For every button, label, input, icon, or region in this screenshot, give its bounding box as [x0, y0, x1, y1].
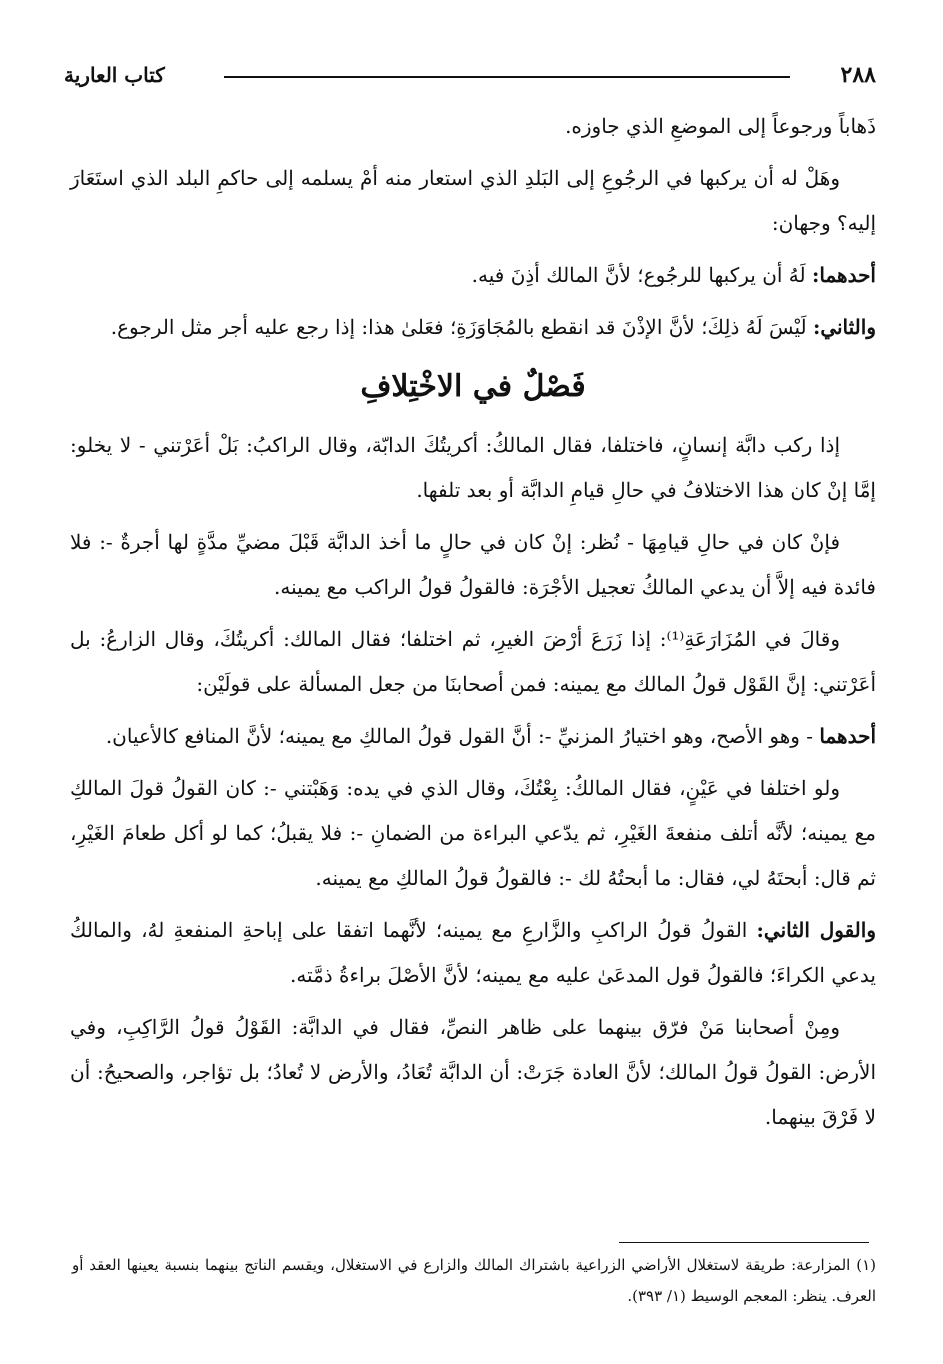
footnotes [72, 1250, 876, 1312]
paragraph [70, 156, 876, 246]
page-header [64, 60, 876, 94]
paragraph-text: ولو اختلفا في عَيْنٍ، فقال المالكُ: بِعْتُكَ، وقال الذي في يده: وَهَبْتني -: كان القولُ قولَ المالكِ مع يمينه؛ لأنَّه أتلف منفعةَ الغَيْرِ، ثم يدّعي البراءة من الضمانِ -: فلا يقبلُ؛ كما لو أكل طعامَ الغَيْرِ، ثم قال: أبحتَهُ لي، فقال: ما أبحتُهُ لك -: فالقولُ قولُ المالكِ مع يمينه. [70, 776, 876, 890]
paragraph-text: لَيْسَ لَهُ ذلِكَ؛ لأنَّ الإذْنَ قد انقطع بالمُجَاوَزَةِ؛ فعَلىٰ هذا: إذا رجع عليه أجر مثل الرجوع. [110, 315, 813, 339]
footnote-marker: (١) [856, 1256, 876, 1274]
paragraph-text: ذَهاباً ورجوعاً إلى الموضعِ الذي جاوزه. [565, 114, 876, 138]
paragraph [70, 908, 876, 998]
paragraph-text: ومِنْ أصحابنا مَنْ فرّق بينهما على ظاهر النصِّ، فقال في الدابَّة: القَوْلُ قولُ الرَّاكِبِ، وفي الأرض: القولُ قولُ المالك؛ لأنَّ العادة جَرَتْ: أن الدابَّة تُعَادُ، والأرض لا تُعادُ؛ بل تؤاجر، والصحيحُ: أن لا فَرْقَ بينهما. [70, 1015, 876, 1129]
paragraph [70, 520, 876, 610]
paragraph [70, 1005, 876, 1140]
paragraph-lead: والقول الثاني: [756, 918, 876, 942]
running-title: كتاب العارية [64, 63, 165, 87]
footnote-rule [619, 1242, 869, 1243]
page-number: ٢٨٨ [840, 62, 876, 88]
paragraph-lead: أحدهما [819, 724, 876, 748]
header-rule [224, 76, 790, 78]
paragraph-text: وقالَ في المُزَارَعَةِ⁽¹⁾: إذا زَرَعَ أرْضَ الغيرِ، ثم اختلفا؛ فقال المالك: أكريتُكَ، وقال الزارعُ: بل أعَرْتني: إنَّ القَوْل قولُ المالك مع يمينه: فمن أصحابنَا من جعل المسألة على قولَيْن: [70, 627, 876, 696]
paragraph-text: لَهُ أن يركبها للرجُوع؛ لأنَّ المالك أذِنَ فيه. [471, 263, 812, 287]
paragraph-text: القولُ قولُ الراكبِ والزَّارعِ مع يمينه؛ لأنَّهما اتفقا على إباحةِ المنفعةِ لهُ، والمالكُ يدعي الكراءَ؛ فالقولُ قول المدعَىٰ عليه مع يمينه؛ لأنَّ الأصْلَ براءةُ ذمَّته. [70, 918, 876, 987]
paragraph [70, 253, 876, 298]
paragraph [70, 714, 876, 759]
paragraph-text: - وهو الأصح، وهو اختيارُ المزنيِّ -: أنَّ القول قولُ المالكِ مع يمينه؛ لأنَّ المنافع كالأعيان. [105, 724, 820, 748]
paragraph [70, 766, 876, 901]
footnote-text: المزارعة: طريقة لاستغلال الأراضي الزراعية باشتراك المالك والزارع في الاستغلال، ويقسم الناتج بينهما بنسبة يعينها العقد أو العرف. ينظر: المعجم الوسيط (١/ ٣٩٣). [72, 1256, 876, 1305]
paragraph-lead: أحدهما: [811, 263, 876, 287]
paragraph [70, 305, 876, 350]
paragraph [70, 617, 876, 707]
paragraph-text: فإنْ كان في حالِ قيامِهَا - نُظر: إنْ كان في حالٍ ما أخذ الدابَّة قَبْلَ مضيِّ مدَّةٍ لها أجرةٌ -: فلا فائدة فيه إلاَّ أن يدعي المالكُ تعجيل الأجْرَة: فالقولُ قولُ الراكب مع يمينه. [70, 530, 876, 599]
section-title: فَصْلٌ في الاخْتِلافِ [360, 369, 586, 404]
body-text [70, 104, 876, 1147]
paragraph-text: وهَلْ له أن يركبها في الرجُوعِ إلى البَلدِ الذي استعار منه أمْ يسلمه إلى حاكمِ البلد الذي استَعَارَ إليه؟ وجهان: [70, 166, 876, 235]
paragraph [70, 423, 876, 513]
paragraph [70, 104, 876, 149]
footnote [72, 1250, 876, 1312]
paragraph-lead: والثاني: [812, 315, 876, 339]
paragraph-text: إذا ركب دابَّة إنسانٍ، فاختلفا، فقال المالكُ: أكريتُكَ الدابّة، وقال الراكبُ: بَلْ أعَرْتني - لا يخلو: إمَّا إنْ كان هذا الاختلافُ في حالِ قيامِ الدابَّة أو بعد تلفها. [70, 433, 876, 502]
